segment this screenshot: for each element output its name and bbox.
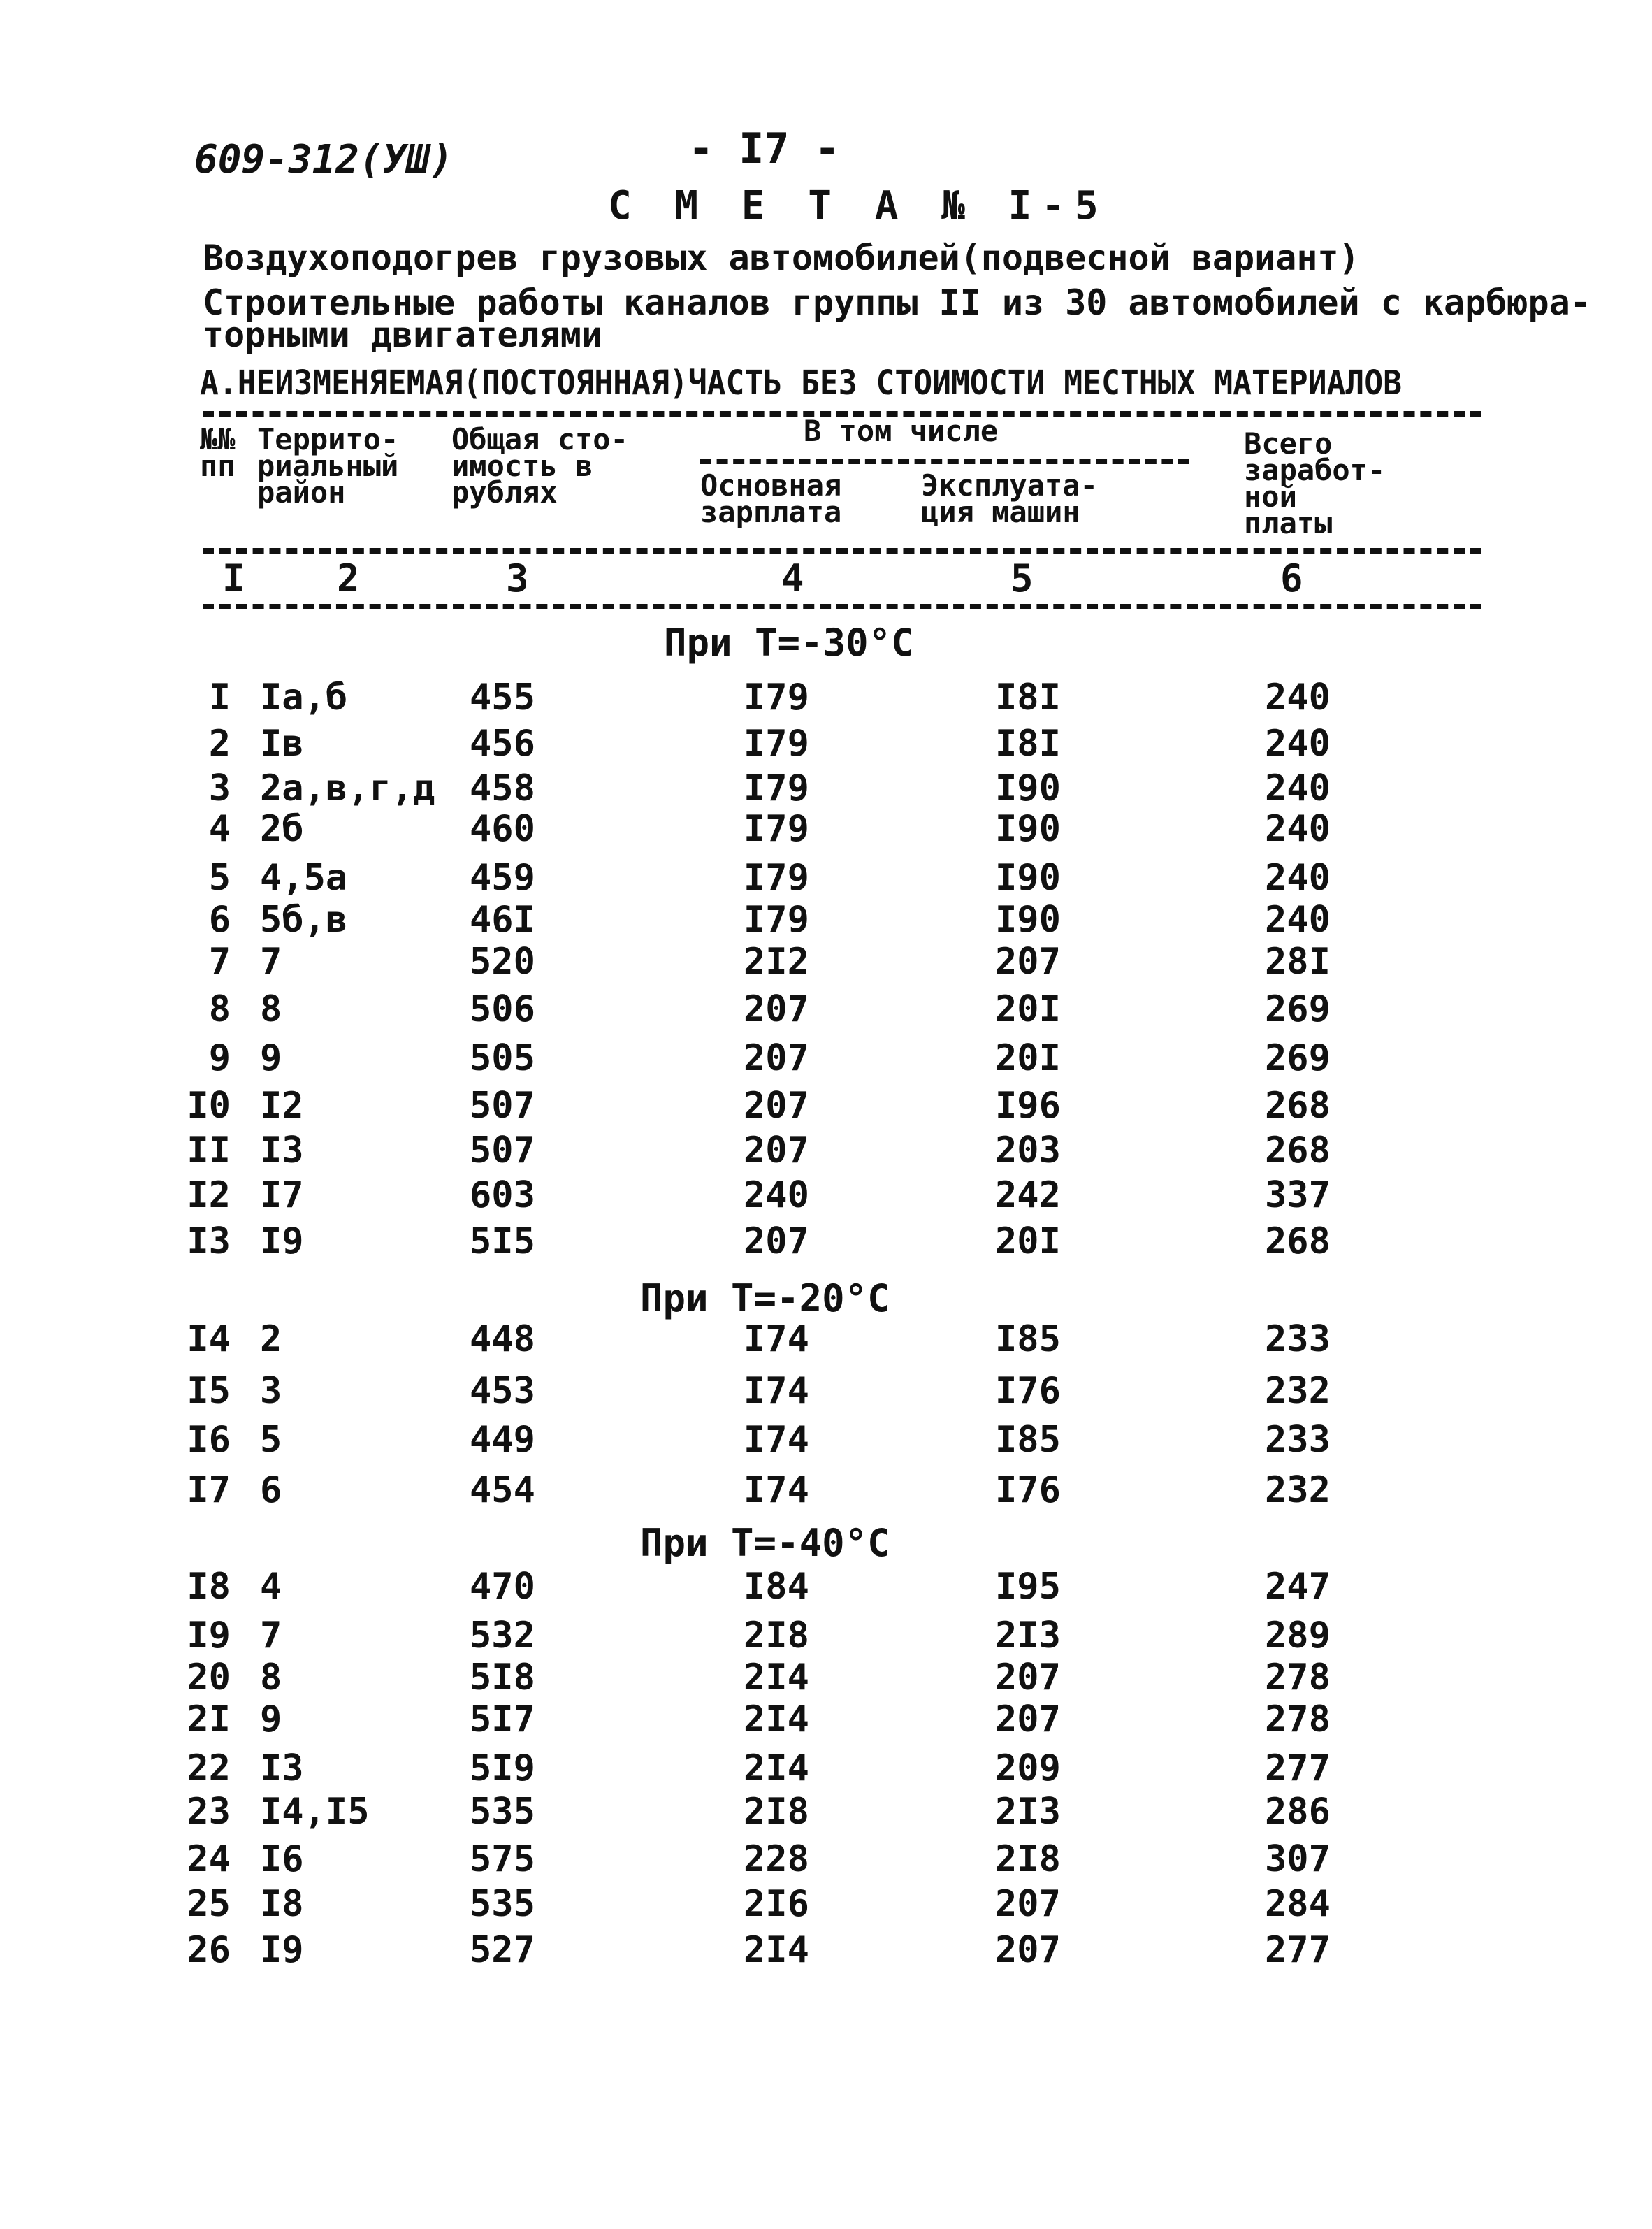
- estimate-subtitle: Воздухоподогрев грузовых автомобилей(подвесной вариант): [203, 238, 1360, 278]
- total-cost-cell: 507: [470, 1130, 535, 1171]
- territory-cell: 2б: [260, 808, 304, 850]
- table-row: [0, 1085, 1652, 1127]
- exploitation-cell: 2I8: [995, 1838, 1061, 1880]
- exploitation-cell: I95: [995, 1566, 1061, 1608]
- basic-wage-cell: I74: [744, 1370, 809, 1412]
- row-number: 26: [187, 1929, 231, 1971]
- row-number: 6: [208, 899, 231, 941]
- total-wages-cell: 307: [1265, 1838, 1331, 1880]
- total-wages-cell: 278: [1265, 1657, 1331, 1698]
- column-numbers-rule: [203, 604, 1481, 609]
- exploitation-cell: I96: [995, 1085, 1061, 1127]
- basic-wage-cell: 2I4: [744, 1698, 809, 1740]
- basic-wage-cell: I79: [744, 857, 809, 899]
- row-number: 23: [187, 1791, 231, 1833]
- total-cost-cell: 5I5: [470, 1220, 535, 1262]
- exploitation-cell: I8I: [995, 677, 1061, 719]
- total-cost-cell: 46I: [470, 899, 535, 941]
- territory-cell: 5б,в: [260, 899, 348, 941]
- territory-cell: 4,5а: [260, 857, 348, 899]
- basic-wage-cell: I79: [744, 767, 809, 809]
- total-wages-cell: 268: [1265, 1220, 1331, 1262]
- basic-wage-cell: 2I8: [744, 1615, 809, 1657]
- exploitation-cell: 207: [995, 1657, 1061, 1698]
- territory-cell: 8: [260, 1657, 282, 1698]
- total-wages-cell: 240: [1265, 808, 1331, 850]
- row-number: 2: [208, 723, 231, 765]
- group-label-minus30: При Т=-30°С: [664, 621, 914, 665]
- row-number: 2I: [187, 1698, 231, 1740]
- table-row: [0, 1370, 1652, 1412]
- total-wages-cell: 289: [1265, 1615, 1331, 1657]
- basic-wage-cell: 207: [744, 1130, 809, 1171]
- total-wages-cell: 269: [1265, 988, 1331, 1030]
- exploitation-cell: I85: [995, 1419, 1061, 1461]
- territory-cell: I4,I5: [260, 1791, 370, 1833]
- territory-cell: 5: [260, 1419, 282, 1461]
- territory-cell: 4: [260, 1566, 282, 1608]
- total-cost-cell: 470: [470, 1566, 535, 1608]
- table-row: [0, 1698, 1652, 1740]
- table-row: [0, 1838, 1652, 1880]
- basic-wage-cell: 207: [744, 1085, 809, 1127]
- total-cost-cell: 532: [470, 1615, 535, 1657]
- group-label-minus40: При Т=-40°С: [640, 1521, 890, 1565]
- exploitation-cell: 2I3: [995, 1615, 1061, 1657]
- basic-wage-cell: 240: [744, 1174, 809, 1216]
- table-row: [0, 723, 1652, 765]
- total-wages-cell: 233: [1265, 1419, 1331, 1461]
- territory-cell: I9: [260, 1929, 304, 1971]
- basic-wage-cell: 2I4: [744, 1929, 809, 1971]
- table-row: [0, 1130, 1652, 1171]
- header-num: №№ пп: [200, 422, 236, 483]
- total-wages-cell: 247: [1265, 1566, 1331, 1608]
- total-wages-cell: 277: [1265, 1929, 1331, 1971]
- exploitation-cell: 20I: [995, 1037, 1061, 1079]
- territory-cell: 7: [260, 941, 282, 983]
- column-number: 5: [1010, 556, 1034, 600]
- row-number: I6: [187, 1419, 231, 1461]
- row-number: I2: [187, 1174, 231, 1216]
- total-wages-cell: 268: [1265, 1130, 1331, 1171]
- territory-cell: I7: [260, 1174, 304, 1216]
- basic-wage-cell: I74: [744, 1318, 809, 1360]
- territory-cell: 2а,в,г,д: [260, 767, 435, 809]
- exploitation-cell: 207: [995, 1883, 1061, 1925]
- exploitation-cell: I90: [995, 857, 1061, 899]
- table-row: [0, 988, 1652, 1030]
- territory-cell: I6: [260, 1838, 304, 1880]
- basic-wage-cell: 2I2: [744, 941, 809, 983]
- basic-wage-cell: 2I4: [744, 1657, 809, 1698]
- territory-cell: I9: [260, 1220, 304, 1262]
- total-wages-cell: 268: [1265, 1085, 1331, 1127]
- document-code: 609-312(УШ): [194, 137, 454, 182]
- total-cost-cell: 520: [470, 941, 535, 983]
- total-cost-cell: 454: [470, 1469, 535, 1511]
- total-wages-cell: 337: [1265, 1174, 1331, 1216]
- basic-wage-cell: I74: [744, 1469, 809, 1511]
- total-cost-cell: 5I7: [470, 1698, 535, 1740]
- table-row: [0, 1037, 1652, 1079]
- territory-cell: 8: [260, 988, 282, 1030]
- total-cost-cell: 603: [470, 1174, 535, 1216]
- exploitation-cell: 209: [995, 1747, 1061, 1789]
- total-cost-cell: 527: [470, 1929, 535, 1971]
- territory-cell: 2: [260, 1318, 282, 1360]
- total-wages-cell: 240: [1265, 723, 1331, 765]
- row-number: I7: [187, 1469, 231, 1511]
- basic-wage-cell: I79: [744, 677, 809, 719]
- table-row: [0, 1220, 1652, 1262]
- table-row: [0, 1657, 1652, 1698]
- exploitation-cell: 207: [995, 1929, 1061, 1971]
- row-number: I4: [187, 1318, 231, 1360]
- territory-cell: 9: [260, 1037, 282, 1079]
- exploitation-cell: I76: [995, 1370, 1061, 1412]
- table-row: [0, 941, 1652, 983]
- table-row: [0, 1469, 1652, 1511]
- row-number: II: [187, 1130, 231, 1171]
- territory-cell: 6: [260, 1469, 282, 1511]
- table-row: [0, 1929, 1652, 1971]
- total-cost-cell: 507: [470, 1085, 535, 1127]
- column-number: 4: [781, 556, 804, 600]
- total-cost-cell: 5I8: [470, 1657, 535, 1698]
- row-number: I: [208, 677, 231, 719]
- exploitation-cell: 20I: [995, 1220, 1061, 1262]
- total-cost-cell: 458: [470, 767, 535, 809]
- total-wages-cell: 286: [1265, 1791, 1331, 1833]
- table-row: [0, 767, 1652, 809]
- estimate-title: С М Е Т А № I-5: [608, 183, 1108, 229]
- total-wages-cell: 232: [1265, 1469, 1331, 1511]
- row-number: 4: [208, 808, 231, 850]
- total-cost-cell: 460: [470, 808, 535, 850]
- table-row: [0, 857, 1652, 899]
- territory-cell: Iа,б: [260, 677, 348, 719]
- basic-wage-cell: I74: [744, 1419, 809, 1461]
- row-number: 24: [187, 1838, 231, 1880]
- territory-cell: I2: [260, 1085, 304, 1127]
- table-row: [0, 808, 1652, 850]
- basic-wage-cell: 228: [744, 1838, 809, 1880]
- total-cost-cell: 535: [470, 1883, 535, 1925]
- table-row: [0, 1419, 1652, 1461]
- total-wages-cell: 240: [1265, 899, 1331, 941]
- exploitation-cell: 203: [995, 1130, 1061, 1171]
- exploitation-cell: I90: [995, 808, 1061, 850]
- table-row: [0, 1174, 1652, 1216]
- total-cost-cell: 459: [470, 857, 535, 899]
- total-wages-cell: 284: [1265, 1883, 1331, 1925]
- total-cost-cell: 535: [470, 1791, 535, 1833]
- page-number: - I7 -: [688, 124, 840, 173]
- row-number: I9: [187, 1615, 231, 1657]
- column-number: 3: [506, 556, 529, 600]
- basic-wage-cell: 2I6: [744, 1883, 809, 1925]
- table-row: [0, 1566, 1652, 1608]
- total-wages-cell: 269: [1265, 1037, 1331, 1079]
- table-row: [0, 899, 1652, 941]
- territory-cell: 3: [260, 1370, 282, 1412]
- territory-cell: I3: [260, 1747, 304, 1789]
- basic-wage-cell: 207: [744, 1220, 809, 1262]
- table-row: [0, 1615, 1652, 1657]
- header-total-cost: Общая сто- имость в рублях: [451, 422, 628, 510]
- exploitation-cell: 207: [995, 941, 1061, 983]
- table-row: [0, 1318, 1652, 1360]
- group-label-minus20: При Т=-20°С: [640, 1276, 890, 1320]
- table-row: [0, 1883, 1652, 1925]
- works-description-line1: Строительные работы каналов группы II из 30 автомобилей с карбюра-: [203, 282, 1591, 323]
- total-cost-cell: 456: [470, 723, 535, 765]
- total-wages-cell: 233: [1265, 1318, 1331, 1360]
- row-number: I3: [187, 1220, 231, 1262]
- territory-cell: Iв: [260, 723, 304, 765]
- column-number: 6: [1280, 556, 1303, 600]
- section-heading: А.НЕИЗМЕНЯЕМАЯ(ПОСТОЯННАЯ)ЧАСТЬ БЕЗ СТОИМОСТИ МЕСТНЫХ МАТЕРИАЛОВ: [200, 363, 1403, 403]
- territory-cell: I8: [260, 1883, 304, 1925]
- works-description-line2: торными двигателями: [203, 315, 602, 355]
- exploitation-cell: 207: [995, 1698, 1061, 1740]
- total-cost-cell: 448: [470, 1318, 535, 1360]
- territory-cell: 7: [260, 1615, 282, 1657]
- row-number: 3: [208, 767, 231, 809]
- basic-wage-cell: 207: [744, 988, 809, 1030]
- basic-wage-cell: 2I8: [744, 1791, 809, 1833]
- header-basic-wage: Основная зарплата: [700, 468, 842, 529]
- row-number: 5: [208, 857, 231, 899]
- row-number: I0: [187, 1085, 231, 1127]
- exploitation-cell: I8I: [995, 723, 1061, 765]
- row-number: I5: [187, 1370, 231, 1412]
- column-number: I: [222, 556, 245, 600]
- header-bottom-rule: [203, 548, 1481, 554]
- table-row: [0, 1791, 1652, 1833]
- total-wages-cell: 28I: [1265, 941, 1331, 983]
- total-wages-cell: 232: [1265, 1370, 1331, 1412]
- exploitation-cell: I85: [995, 1318, 1061, 1360]
- exploitation-cell: 242: [995, 1174, 1061, 1216]
- total-wages-cell: 278: [1265, 1698, 1331, 1740]
- row-number: 7: [208, 941, 231, 983]
- basic-wage-cell: I79: [744, 723, 809, 765]
- header-including: В том числе: [804, 414, 999, 448]
- total-cost-cell: 453: [470, 1370, 535, 1412]
- row-number: 20: [187, 1657, 231, 1698]
- total-cost-cell: 575: [470, 1838, 535, 1880]
- row-number: 25: [187, 1883, 231, 1925]
- total-wages-cell: 240: [1265, 767, 1331, 809]
- column-number: 2: [337, 556, 360, 600]
- header-including-rule: [700, 459, 1189, 464]
- territory-cell: 9: [260, 1698, 282, 1740]
- basic-wage-cell: 207: [744, 1037, 809, 1079]
- territory-cell: I3: [260, 1130, 304, 1171]
- total-cost-cell: 506: [470, 988, 535, 1030]
- total-cost-cell: 455: [470, 677, 535, 719]
- table-row: [0, 1747, 1652, 1789]
- basic-wage-cell: I79: [744, 899, 809, 941]
- total-wages-cell: 240: [1265, 677, 1331, 719]
- exploitation-cell: 20I: [995, 988, 1061, 1030]
- basic-wage-cell: I84: [744, 1566, 809, 1608]
- row-number: 9: [208, 1037, 231, 1079]
- header-machine-exploitation: Эксплуата- ция машин: [921, 468, 1098, 529]
- exploitation-cell: 2I3: [995, 1791, 1061, 1833]
- total-wages-cell: 277: [1265, 1747, 1331, 1789]
- header-total-wages: Всего заработ- ной платы: [1244, 426, 1386, 540]
- table-row: [0, 677, 1652, 719]
- row-number: I8: [187, 1566, 231, 1608]
- exploitation-cell: I76: [995, 1469, 1061, 1511]
- total-cost-cell: 449: [470, 1419, 535, 1461]
- total-cost-cell: 5I9: [470, 1747, 535, 1789]
- exploitation-cell: I90: [995, 767, 1061, 809]
- exploitation-cell: I90: [995, 899, 1061, 941]
- basic-wage-cell: 2I4: [744, 1747, 809, 1789]
- total-cost-cell: 505: [470, 1037, 535, 1079]
- total-wages-cell: 240: [1265, 857, 1331, 899]
- row-number: 22: [187, 1747, 231, 1789]
- header-territory: Террито- риальный район: [257, 422, 399, 510]
- row-number: 8: [208, 988, 231, 1030]
- basic-wage-cell: I79: [744, 808, 809, 850]
